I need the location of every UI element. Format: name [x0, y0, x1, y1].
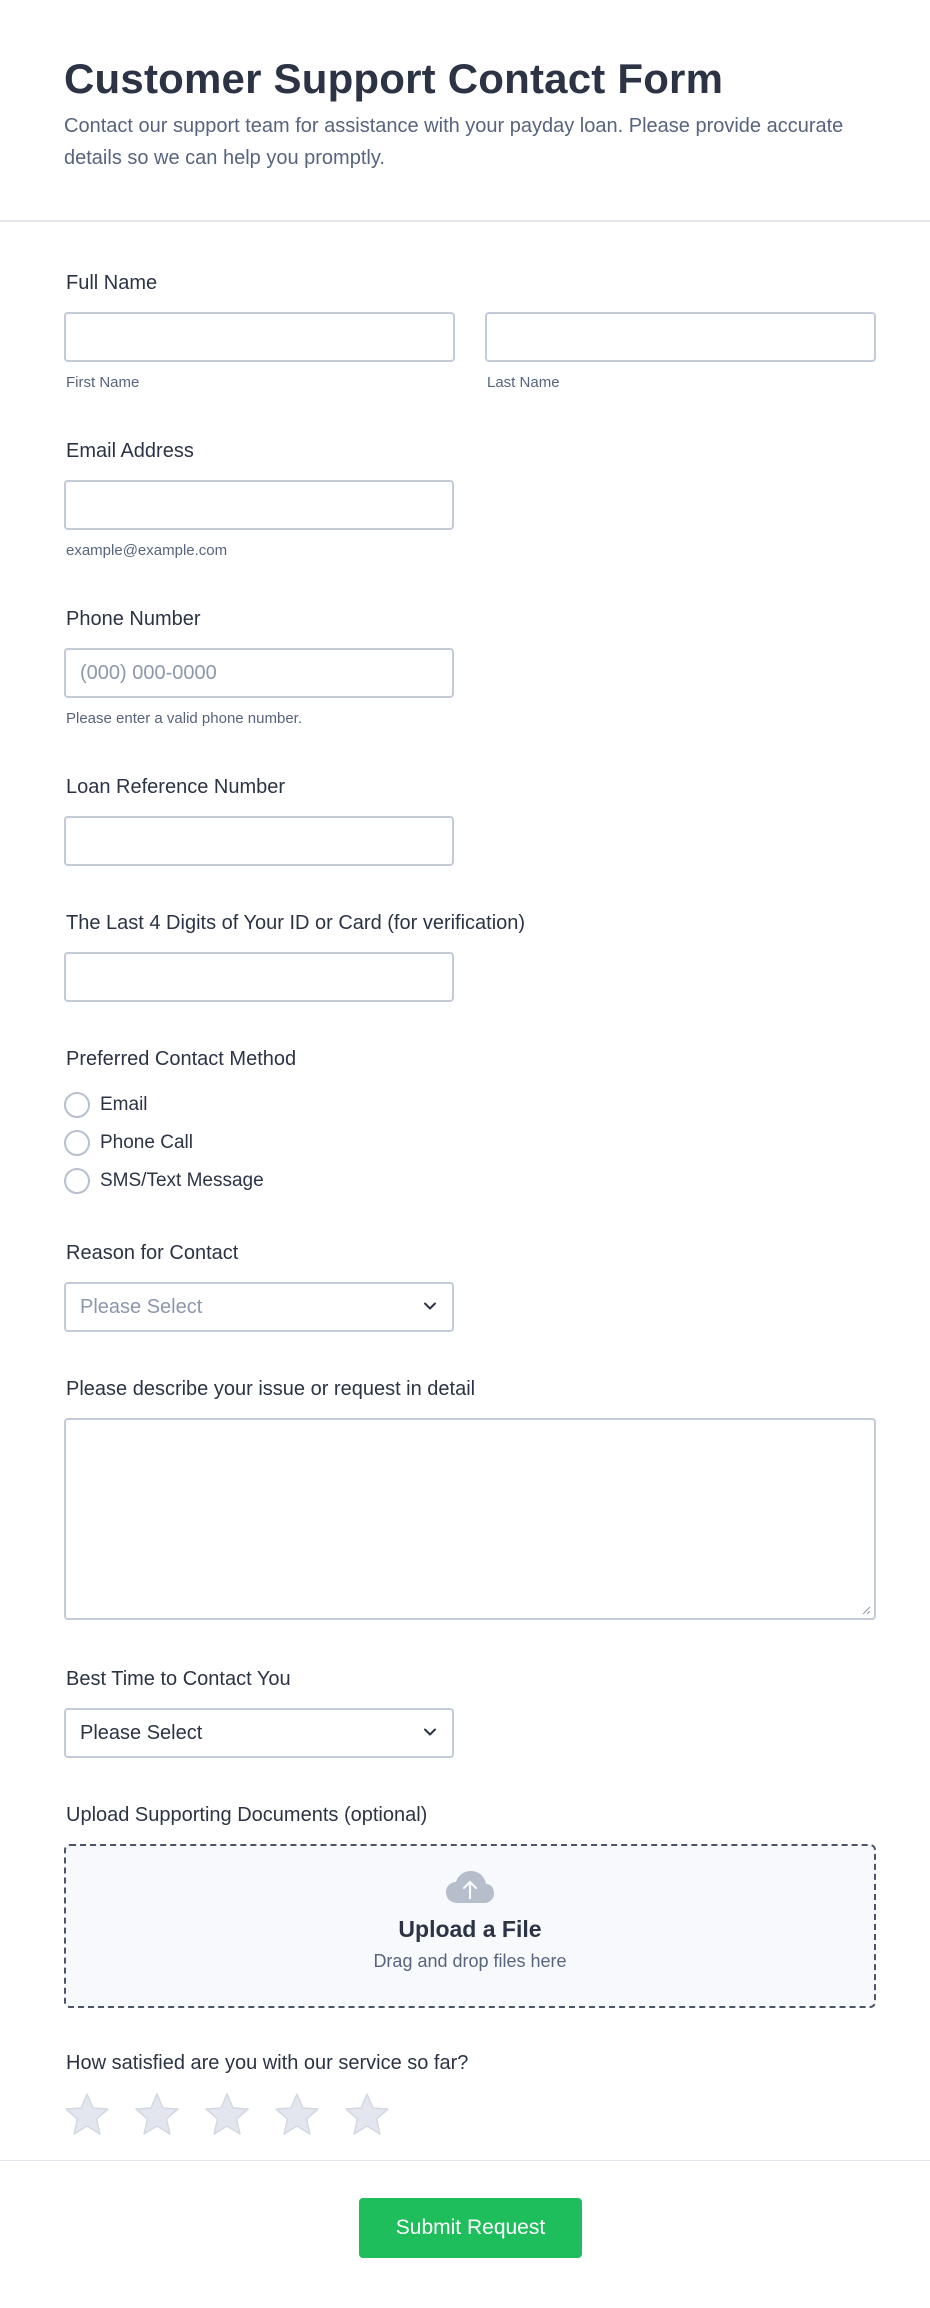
- chevron-down-icon: [422, 1724, 438, 1740]
- radio-option-email[interactable]: [64, 1086, 866, 1124]
- chevron-down-icon: [422, 1298, 438, 1314]
- radio-label: Phone Call: [100, 1132, 193, 1153]
- cloud-upload-icon: [445, 1870, 495, 1904]
- description-textarea[interactable]: [64, 1418, 876, 1620]
- reason-field: [64, 1240, 866, 1376]
- file-upload-dropzone[interactable]: [64, 1844, 876, 2008]
- upload-label: Upload Supporting Documents (optional): [66, 1804, 428, 1826]
- last-four-input[interactable]: [64, 952, 454, 1002]
- best-time-field: [64, 1666, 866, 1802]
- loan-reference-input[interactable]: [64, 816, 454, 866]
- form-body: [0, 222, 930, 2136]
- rating-label: How satisfied are you with our service so far?: [66, 2052, 469, 2074]
- first-name-sublabel: First Name: [66, 374, 140, 391]
- email-input[interactable]: [64, 480, 454, 530]
- form-header: [0, 0, 930, 222]
- star-icon[interactable]: [204, 2092, 250, 2136]
- star-icon[interactable]: [274, 2092, 320, 2136]
- last-name-sublabel: Last Name: [487, 374, 560, 391]
- star-icon[interactable]: [64, 2092, 110, 2136]
- radio-circle[interactable]: [64, 1092, 90, 1118]
- submit-button[interactable]: Submit Request: [359, 2198, 582, 2258]
- contact-method-options: [64, 1086, 866, 1200]
- radio-option-phone-call[interactable]: [64, 1124, 866, 1162]
- full-name-label: Full Name: [66, 272, 158, 294]
- upload-hint: Drag and drop files here: [373, 1951, 567, 1971]
- reason-label: Reason for Contact: [66, 1242, 239, 1264]
- upload-field: [64, 1802, 866, 2050]
- star-rating: [64, 2092, 866, 2136]
- phone-input[interactable]: [64, 648, 454, 698]
- contact-method-label: Preferred Contact Method: [66, 1048, 297, 1070]
- upload-title: Upload a File: [398, 1916, 542, 1942]
- last-four-field: [64, 910, 866, 1046]
- form-footer: [0, 2160, 930, 2308]
- phone-field: [64, 606, 866, 774]
- first-name-input[interactable]: [64, 312, 455, 362]
- radio-label: Email: [100, 1094, 148, 1115]
- description-field: [64, 1376, 866, 1666]
- reason-selected-value: Please Select: [80, 1295, 203, 1318]
- radio-label: SMS/Text Message: [100, 1170, 264, 1191]
- loan-reference-label: Loan Reference Number: [66, 776, 286, 798]
- email-sublabel: example@example.com: [66, 542, 228, 559]
- loan-reference-field: [64, 774, 866, 910]
- reason-select[interactable]: [64, 1282, 454, 1332]
- page-title: Customer Support Contact Form: [64, 55, 724, 102]
- radio-circle[interactable]: [64, 1168, 90, 1194]
- rating-field: [64, 2050, 866, 2136]
- best-time-selected-value: Please Select: [80, 1721, 203, 1744]
- last-four-label: The Last 4 Digits of Your ID or Card (for verification): [66, 912, 526, 934]
- full-name-field: [64, 270, 866, 438]
- radio-option-sms[interactable]: [64, 1162, 866, 1200]
- radio-circle[interactable]: [64, 1130, 90, 1156]
- phone-label: Phone Number: [66, 608, 201, 630]
- contact-method-field: [64, 1046, 866, 1240]
- last-name-input[interactable]: [485, 312, 876, 362]
- star-icon[interactable]: [134, 2092, 180, 2136]
- email-label: Email Address: [66, 440, 194, 462]
- description-label: Please describe your issue or request in detail: [66, 1378, 476, 1400]
- resize-grip-icon[interactable]: [859, 1603, 871, 1615]
- best-time-select[interactable]: [64, 1708, 454, 1758]
- email-field: [64, 438, 866, 606]
- star-icon[interactable]: [344, 2092, 390, 2136]
- phone-sublabel: Please enter a valid phone number.: [66, 710, 302, 727]
- best-time-label: Best Time to Contact You: [66, 1668, 291, 1690]
- page-description: Contact our support team for assistance with your payday loan. Please provide accurate details so we can help you promptly.: [64, 115, 844, 169]
